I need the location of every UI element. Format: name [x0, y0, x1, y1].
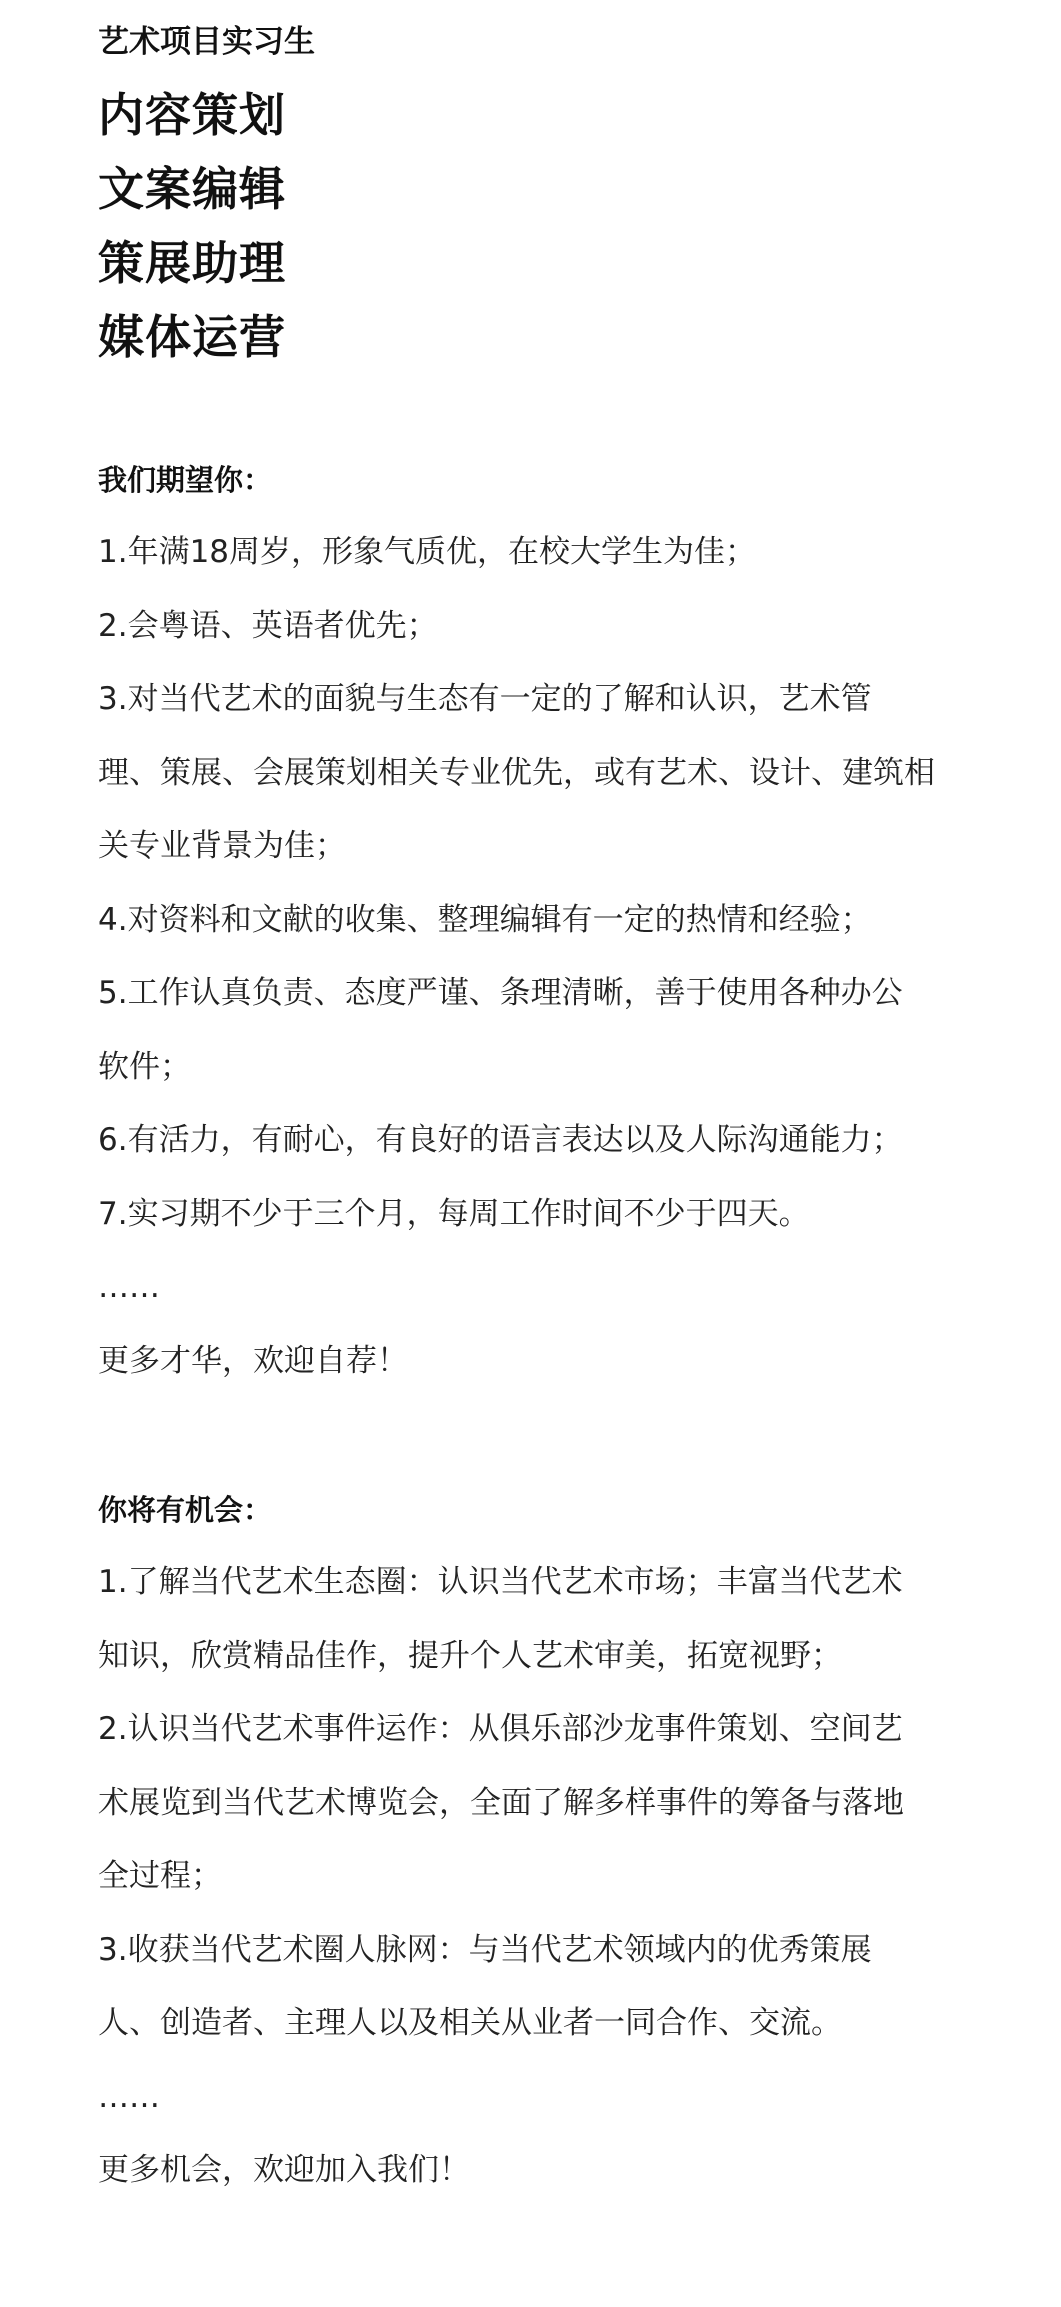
opportunity-line: 术展览到当代艺术博览会，全面了解多样事件的筹备与落地: [98, 1784, 904, 1821]
closing-line: 更多才华，欢迎自荐！: [98, 1342, 408, 1379]
opportunity-line: 知识，欣赏精品佳作，提升个人艺术审美，拓宽视野；: [98, 1637, 842, 1674]
opportunity-line: 2.认识当代艺术事件运作：从俱乐部沙龙事件策划、空间艺: [98, 1711, 903, 1747]
role-item: 媒体运营: [98, 310, 286, 364]
requirement-line: 2.会粤语、英语者优先；: [98, 607, 438, 644]
opportunities-heading: 你将有机会：: [98, 1493, 273, 1527]
role-item: 文案编辑: [98, 162, 286, 216]
opportunity-line: 人、创造者、主理人以及相关从业者一同合作、交流。: [98, 2005, 842, 2041]
requirement-line: 7.实习期不少于三个月，每周工作时间不少于四天。: [98, 1195, 810, 1232]
expectations-body: [98, 516, 998, 1398]
opportunity-line: 1.了解当代艺术生态圈：认识当代艺术市场；丰富当代艺术: [98, 1564, 903, 1600]
ellipsis-line: ……: [98, 1269, 160, 1305]
requirement-line: 4.对资料和文献的收集、整理编辑有一定的热情和经验；: [98, 901, 872, 938]
opportunities-section: [98, 1490, 998, 2208]
closing-line: 更多机会，欢迎加入我们！: [98, 2152, 470, 2188]
role-item: 策展助理: [98, 236, 286, 290]
requirement-line: 软件；: [98, 1048, 191, 1085]
role-item: 内容策划: [98, 88, 286, 142]
requirement-line: 关专业背景为佳；: [98, 828, 346, 864]
requirement-line: 1.年满18周岁，形象气质优，在校大学生为佳；: [98, 534, 757, 570]
opportunity-line: 全过程；: [98, 1858, 222, 1894]
requirement-line: 5.工作认真负责、态度严谨、条理清晰，善于使用各种办公: [98, 975, 903, 1011]
ellipsis-line: ……: [98, 2078, 160, 2115]
requirement-line: 3.对当代艺术的面貌与生态有一定的了解和认识，艺术管: [98, 681, 872, 717]
expectations-heading: 我们期望你：: [98, 463, 273, 497]
requirement-line: 6.有活力，有耐心，有良好的语言表达以及人际沟通能力；: [98, 1122, 903, 1158]
role-list: [98, 78, 286, 374]
opportunities-body: [98, 1546, 998, 2208]
position-title: 艺术项目实习生: [98, 24, 315, 60]
expectations-section: [98, 460, 998, 1398]
opportunity-line: 3.收获当代艺术圈人脉网：与当代艺术领域内的优秀策展: [98, 1931, 872, 1968]
requirement-line: 理、策展、会展策划相关专业优先，或有艺术、设计、建筑相: [98, 754, 935, 791]
